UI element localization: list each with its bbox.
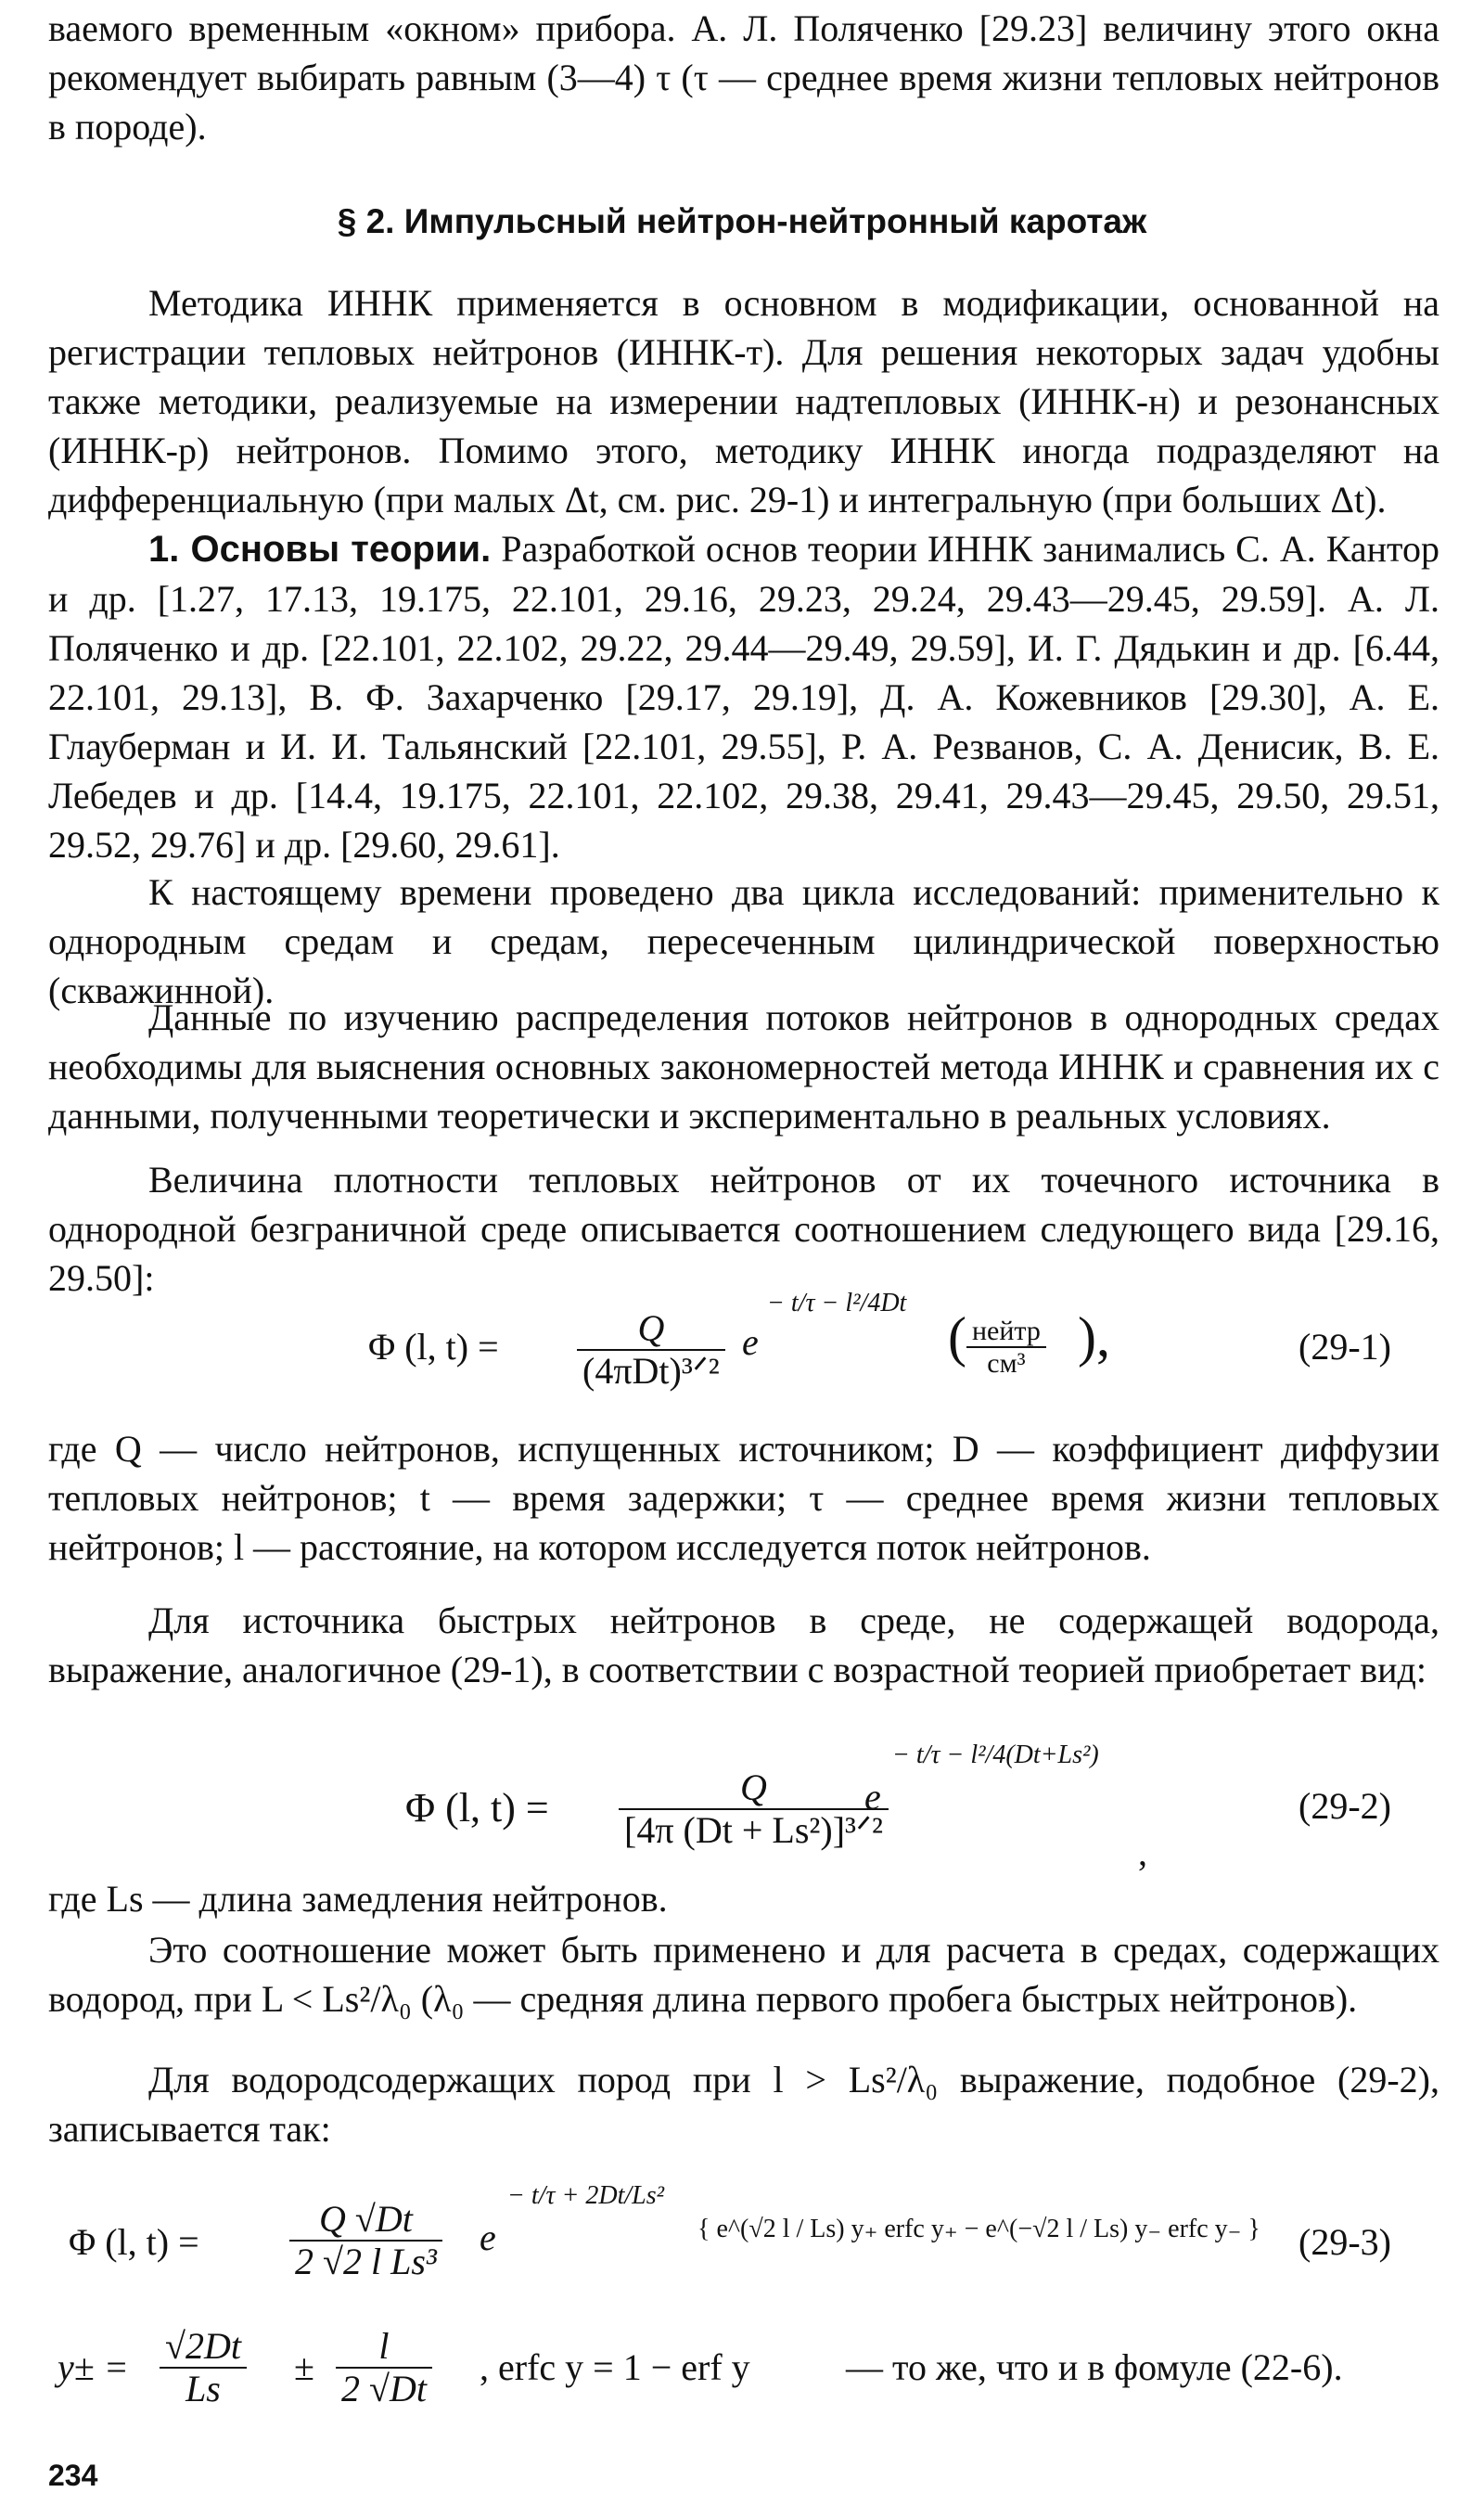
f2-num: Q bbox=[619, 1767, 889, 1810]
formula-29-2 bbox=[48, 1740, 1439, 1873]
paragraph-methods: Методика ИННК применяется в основном в модификации, основанной на регистрации тепловых нейтронов (ИННК-т). Для решения некоторых задач удобны также методики, реализуемые на измерении надтепловых (ИННК-н) и резонансных (ИННК-р) нейтронов. Помимо этого, методику ИННК иногда подразделяют на дифференциальную (при малых Δt, см. рис. 29-1) и интегральную (при больших Δt). bbox=[48, 282, 1439, 520]
f1-lhs: Φ (l, t) = bbox=[368, 1326, 499, 1368]
f2-den: [4π (Dt + Ls²)]³ᐟ² bbox=[624, 1809, 883, 1851]
f4-fraction-1 bbox=[160, 2326, 247, 2409]
formula-29-3 bbox=[48, 2171, 1439, 2306]
f2-lhs: Φ (l, t) = bbox=[405, 1785, 549, 1831]
f2-exponent: − t/τ − l²/4(Dt+Ls²) bbox=[892, 1741, 1099, 1769]
formula-29-1: Φ (l, t) = Q (4πDt)³ᐟ² e − t/τ − l²/4Dt ( нейтр см³ ), (29-1) bbox=[368, 1289, 1391, 1392]
f4-pm: ± bbox=[294, 2346, 314, 2388]
section-heading: § 2. Импульсный нейтрон-нейтронный каротаж bbox=[337, 202, 1147, 240]
f3-fraction bbox=[289, 2199, 442, 2282]
f4-tail: — то же, что и в фомуле (22-6). bbox=[846, 2346, 1343, 2388]
theory-lead: 1. Основы теории. bbox=[148, 529, 492, 570]
f2-eqno: (29-2) bbox=[1298, 1785, 1391, 1827]
f1-base: e bbox=[742, 1321, 759, 1363]
page-number: 234 bbox=[48, 2459, 98, 2492]
f1-fraction bbox=[577, 1308, 725, 1392]
paragraph-theory bbox=[48, 524, 1439, 869]
f4-den1: Ls bbox=[186, 2368, 221, 2409]
f4-lhs: y± = bbox=[58, 2346, 129, 2388]
paragraph-hydrogen-rocks: Для водородсодержащих пород при l > Ls²/λ₀ выражение, подобное (29-2), записывается так: bbox=[48, 2059, 1439, 2150]
f1-num: Q bbox=[577, 1308, 725, 1351]
paragraph-density: Величина плотности тепловых нейтронов от их точечного источника в однородной безграничной среде описывается соотношением следующего вида [29.16, 29.50]: bbox=[48, 1159, 1439, 1299]
f2-fraction bbox=[619, 1767, 889, 1851]
f1-unit-num: нейтр bbox=[966, 1316, 1046, 1348]
f3-eqno: (29-3) bbox=[1298, 2221, 1391, 2263]
f1-den: (4πDt)³ᐟ² bbox=[582, 1350, 720, 1392]
f3-den: 2 √2 l Ls³ bbox=[295, 2241, 437, 2282]
paragraph-ls: где Ls — длина замедления нейтронов. bbox=[48, 1878, 668, 1920]
f4-num2: l bbox=[336, 2326, 432, 2369]
paragraph-hydrogen: Это соотношение может быть применено и для расчета в средах, содержащих водород, при L < Ls²/λ₀ (λ₀ — средняя длина первого пробега быстрых нейтронов). bbox=[48, 1929, 1439, 2020]
f1-unit bbox=[966, 1316, 1046, 1379]
f1-unit-den: см³ bbox=[987, 1348, 1026, 1379]
paragraph-data: Данные по изучению распределения потоков нейтронов в однородных средах необходимы для выяснения основных закономерностей метода ИННК и сравнения их с данными, полученными теоретически и экспериментально в реальных условиях. bbox=[48, 996, 1439, 1137]
f1-eqno: (29-1) bbox=[1298, 1326, 1391, 1368]
paragraph-cycles: К настоящему времени проведено два цикла исследований: применительно к однородным средам и средам, пересеченным цилиндрической поверхностью (скважинной). bbox=[48, 871, 1439, 1011]
theory-body: Разработкой основ теории ИННК занимались С. А. Кантор и др. [1.27, 17.13, 19.175, 22.101, 29.16, 29.23, 29.24, 29.43—29.45, 29.59]. А. Л. Поляченко и др. [22.101, 22.102, 29.22, 29.44—29.49, 29.59], И. Г. Дядькин и др. [6.44, 22.101, 29.13], В. Ф. Захарченко [29.17, 29.19], Д. А. Кожевников [29.30], А. Е. Глауберман и И. И. Тальянский [22.101, 29.55], Р. А. Резванов, С. А. Денисик, В. Е. Лебедев и др. [14.4, 19.175, 22.101, 22.102, 29.38, 29.41, 29.43—29.45, 29.50, 29.51, 29.52, 29.76] и др. [29.60, 29.61]. bbox=[48, 528, 1439, 866]
paragraph-fast-source: Для источника быстрых нейтронов в среде, не содержащей водорода, выражение, аналогичное (29-1), в соответствии с возрастной теорией приобретает вид: bbox=[48, 1599, 1439, 1690]
f4-rhs: , erfc y = 1 − erf y bbox=[480, 2346, 750, 2388]
formula-y-pm bbox=[48, 2315, 1439, 2422]
f4-fraction-2 bbox=[336, 2326, 432, 2409]
f1-exponent: − t/τ − l²/4Dt bbox=[767, 1289, 907, 1317]
f4-num1: √2Dt bbox=[160, 2326, 247, 2369]
f3-num: Q √Dt bbox=[289, 2199, 442, 2242]
f2-base: e bbox=[864, 1776, 881, 1818]
f3-lhs: Φ (l, t) = bbox=[69, 2221, 199, 2263]
intro-paragraph: ваемого временным «окном» прибора. А. Л. Поляченко [29.23] величину этого окна рекомендует выбирать равным (3—4) τ (τ — среднее время жизни тепловых нейтронов в породе). bbox=[48, 7, 1439, 148]
f4-den2: 2 √Dt bbox=[341, 2368, 427, 2409]
f3-brace: { e^(√2 l / Ls) y₊ erfc y₊ − e^(−√2 l / Ls) y₋ erfc y₋ } bbox=[697, 2215, 1260, 2243]
paragraph-where-q: где Q — число нейтронов, испущенных источником; D — коэффициент диффузии тепловых нейтронов; t — время задержки; τ — среднее время жизни тепловых нейтронов; l — расстояние, на котором исследуется поток нейтронов. bbox=[48, 1428, 1439, 1568]
f2-trail: , bbox=[1138, 1831, 1147, 1873]
f3-exponent: − t/τ + 2Dt/Ls² bbox=[507, 2181, 665, 2210]
f3-base: e bbox=[480, 2216, 496, 2258]
